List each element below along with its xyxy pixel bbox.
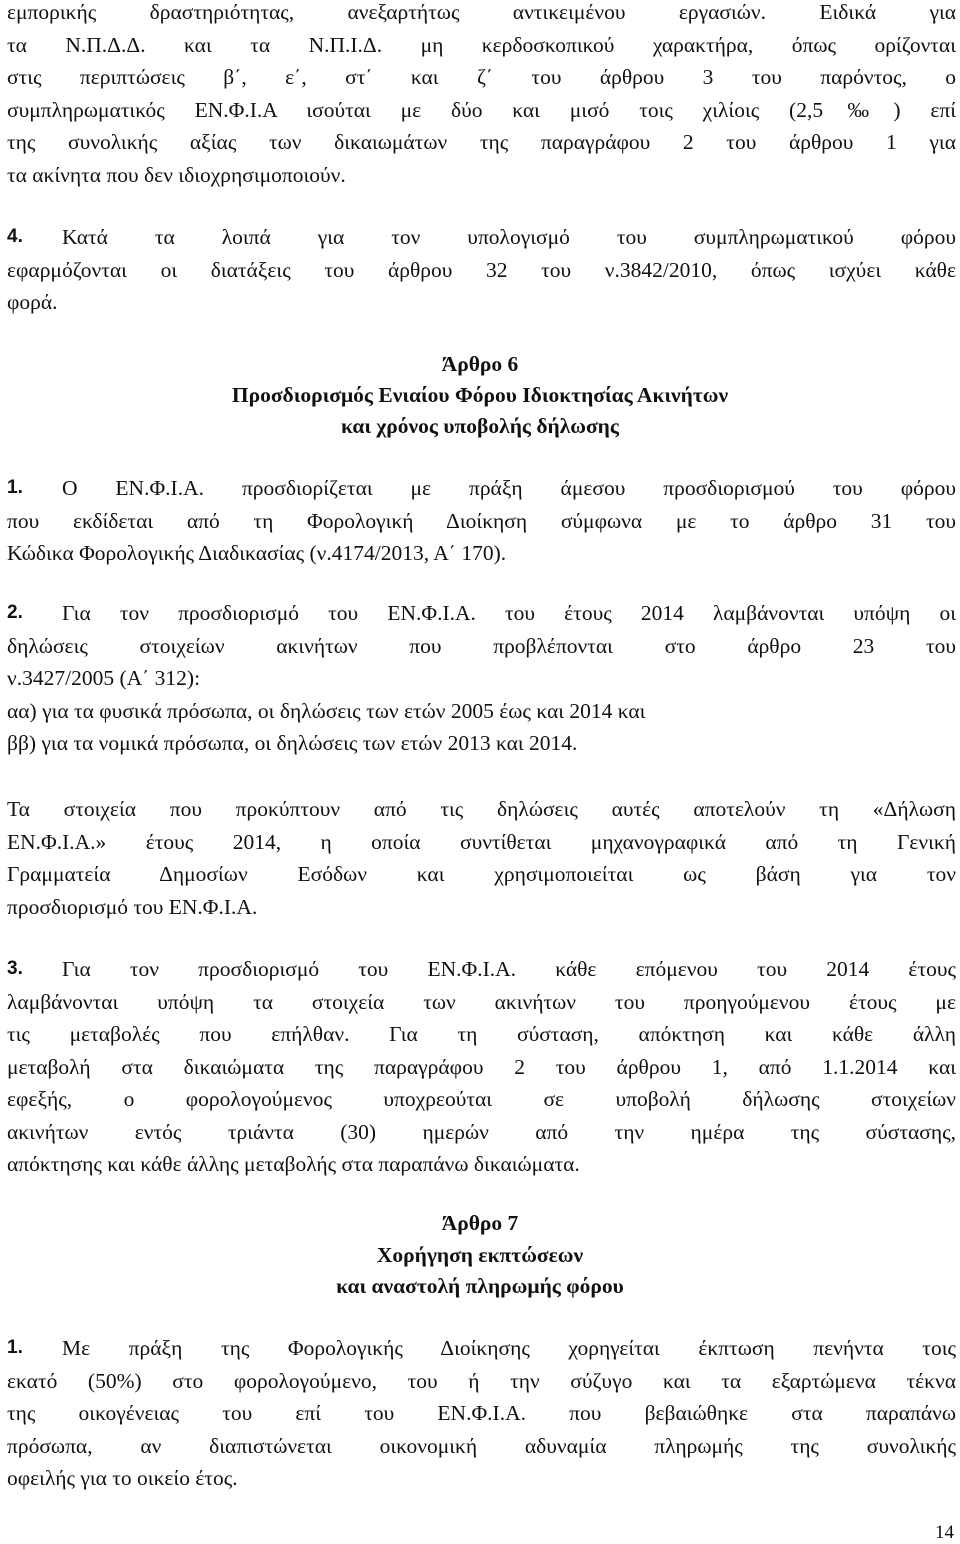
article-7-subtitle: Χορήγηση εκπτώσεων xyxy=(376,1243,584,1267)
text-line: Τα στοιχεία που προκύπτουν από τις δηλώσεις αυτές αποτελούν τη «Δήλωση xyxy=(7,797,956,821)
text-line: Για τον προσδιορισμό του ΕΝ.Φ.Ι.Α. του έτους 2014 λαμβάνονται υπόψη οι xyxy=(62,601,956,625)
text-line: Κώδικα Φορολογικής Διαδικασίας (ν.4174/2013, Α΄ 170). xyxy=(7,541,507,565)
text-line: αα) για τα φυσικά πρόσωπα, οι δηλώσεις των ετών 2005 έως και 2014 και xyxy=(7,698,646,723)
text-line: εμπορικής δραστηριότητας, ανεξαρτήτως αντικειμένου εργασιών. Ειδικά για xyxy=(7,0,956,24)
paragraph-number: 1. xyxy=(7,1337,23,1358)
article-6-paragraph-2-continued xyxy=(7,793,956,923)
text-line: εφεξής, ο φορολογούμενος υποχρεούται σε υποβολή δήλωσης στοιχείων xyxy=(7,1087,956,1111)
text-line: Γραμματεία Δημοσίων Εσόδων και χρησιμοποιείται ως βάση για τον xyxy=(7,862,956,886)
article-6-paragraph-3 xyxy=(7,953,956,1181)
article-7-subtitle-2: και αναστολή πληρωμής φόρου xyxy=(336,1274,624,1298)
page-number: 14 xyxy=(935,1522,954,1543)
article-7-title: Άρθρο 7 xyxy=(441,1211,519,1235)
text-line: τις μεταβολές που επήλθαν. Για τη σύσταση, απόκτηση και κάθε άλλη xyxy=(7,1022,956,1046)
text-line: εφαρμόζονται οι διατάξεις του άρθρου 32 του ν.3842/2010, όπως ισχύει κάθε xyxy=(7,257,956,282)
text-line: ββ) για τα νομικά πρόσωπα, οι δηλώσεις των ετών 2013 και 2014. xyxy=(7,731,578,755)
article-6-paragraph-1 xyxy=(7,472,956,570)
article-6-subtitle-2: και χρόνος υποβολής δήλωσης xyxy=(341,414,619,438)
text-line: λαμβάνονται υπόψη τα στοιχεία των ακινήτων του προηγούμενου έτους με xyxy=(7,989,956,1014)
text-line: στις περιπτώσεις β΄, ε΄, στ΄ και ζ΄ του άρθρου 3 του παρόντος, ο xyxy=(7,65,956,89)
text-line: Κατά τα λοιπά για τον υπολογισμό του συμπληρωματικού φόρου xyxy=(62,225,956,249)
text-line: που εκδίδεται από τη Φορολογική Διοίκηση σύμφωνα με το άρθρο 31 του xyxy=(7,508,956,533)
article-6-title: Άρθρο 6 xyxy=(441,352,519,376)
text-line: Για τον προσδιορισμό του ΕΝ.Φ.Ι.Α. κάθε επόμενου του 2014 έτους xyxy=(62,957,956,981)
paragraph-number: 2. xyxy=(7,602,23,623)
text-line: προσδιορισμό του ΕΝ.Φ.Ι.Α. xyxy=(7,894,258,919)
text-line: ν.3427/2005 (Α΄ 312): xyxy=(7,666,201,690)
text-line: οφειλής για το οικείο έτος. xyxy=(7,1466,238,1490)
text-line: ακινήτων εντός τριάντα (30) ημερών από την ημέρα της σύστασης, xyxy=(7,1119,956,1144)
text-line: τα Ν.Π.Δ.Δ. και τα Ν.Π.Ι.Δ. μη κερδοσκοπικού χαρακτήρα, όπως ορίζονται xyxy=(7,32,956,57)
text-line: μεταβολή στα δικαιώματα της παραγράφου 2 του άρθρου 1, από 1.1.2014 και xyxy=(7,1054,956,1079)
text-line: τα ακίνητα που δεν ιδιοχρησιμοποιούν. xyxy=(7,162,346,187)
text-line: Ο ΕΝ.Φ.Ι.Α. προσδιορίζεται με πράξη άμεσου προσδιορισμού του φόρου xyxy=(62,476,956,500)
article-6-subtitle: Προσδιορισμός Ενιαίου Φόρου Ιδιοκτησίας Ακινήτων xyxy=(231,383,729,407)
paragraph-4 xyxy=(7,221,956,319)
text-line: απόκτησης και κάθε άλλης μεταβολής στα παραπάνω δικαιώματα. xyxy=(7,1152,580,1176)
text-line: πρόσωπα, αν διαπιστώνεται οικονομική αδυναμία πληρωμής της συνολικής xyxy=(7,1433,956,1458)
text-line: της οικογένειας του επί του ΕΝ.Φ.Ι.Α. που βεβαιώθηκε στα παραπάνω xyxy=(7,1401,956,1425)
text-line: της συνολικής αξίας των δικαιωμάτων της παραγράφου 2 του άρθρου 1 για xyxy=(7,130,956,154)
intro-paragraph xyxy=(7,0,956,191)
paragraph-number: 1. xyxy=(7,477,23,498)
text-line: συμπληρωματικός ΕΝ.Φ.Ι.Α ισούται με δύο και μισό τοις χιλίοις (2,5‰) επί xyxy=(7,97,956,122)
text-line: εκατό (50%) στο φορολογούμενο, του ή την σύζυγο και τα εξαρτώμενα τέκνα xyxy=(7,1368,956,1393)
text-line: δηλώσεις στοιχείων ακινήτων που προβλέπονται στο άρθρο 23 του xyxy=(7,633,956,658)
text-line: Με πράξη της Φορολογικής Διοίκησης χορηγείται έκπτωση πενήντα τοις xyxy=(62,1336,956,1360)
paragraph-number: 3. xyxy=(7,958,23,979)
text-line: φορά. xyxy=(7,290,58,314)
article-6-paragraph-2 xyxy=(7,597,956,760)
text-line: ΕΝ.Φ.Ι.Α.» έτους 2014, η οποία συντίθεται μηχανογραφικά από τη Γενική xyxy=(7,829,956,854)
article-7-paragraph-1 xyxy=(7,1332,956,1495)
paragraph-number: 4. xyxy=(7,226,23,247)
